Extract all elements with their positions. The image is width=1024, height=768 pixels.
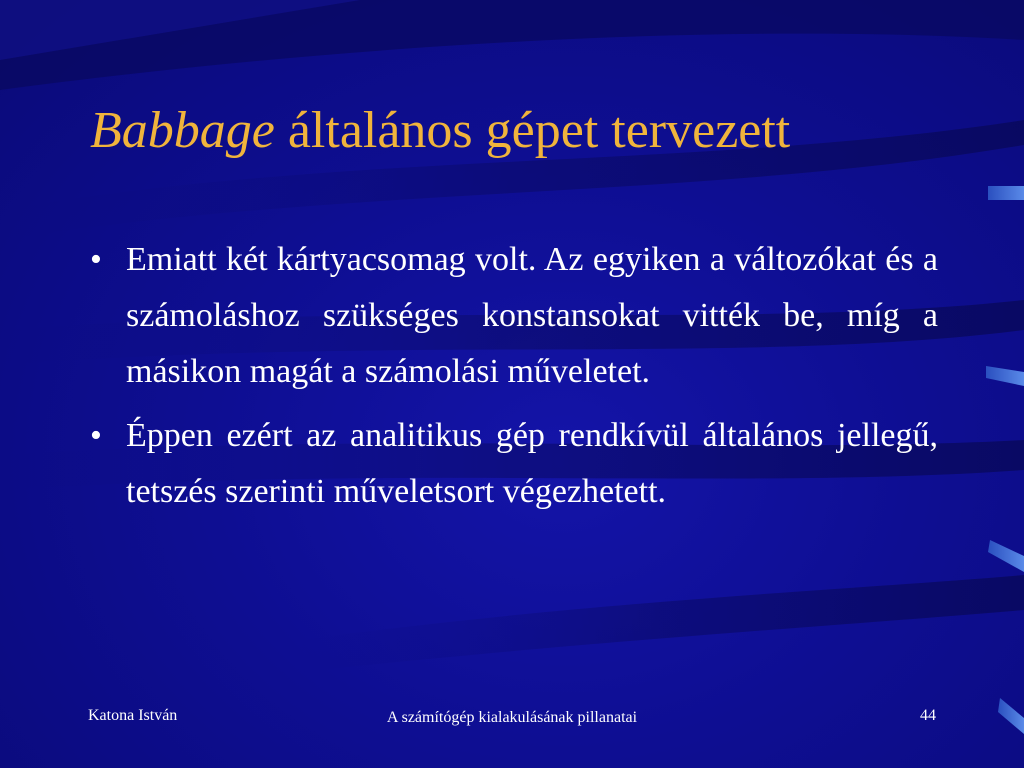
background-stripe [300,575,1024,672]
slide-title [90,100,970,162]
accent-stripe [988,540,1024,572]
accent-stripe [998,698,1024,734]
bullet-marker: • [90,241,102,278]
bullet-item [88,408,938,520]
page-number: 44 [920,707,936,724]
bullet-text: Éppen ezért az analitikus gép rendkívül általános jellegű, tetszés szerinti műveletsort végezhetett. [126,417,938,510]
accent-stripe [986,366,1024,386]
slide-title-italic: Babbage [90,102,275,159]
accent-stripe [988,186,1024,200]
footer-title: A számítógép kialakulásának pillanatai [386,709,638,726]
bullet-list [88,232,938,528]
footer-author: Katona István [88,707,178,724]
bullet-item [88,232,938,400]
bullet-marker: • [90,417,102,454]
slide-title-rest: általános gépet tervezett [287,102,791,159]
bullet-text: Emiatt két kártyacsomag volt. Az egyiken a változókat és a számoláshoz szükséges konstansokat vitték be, míg a másikon magát a számolási műveletet. [126,241,938,390]
